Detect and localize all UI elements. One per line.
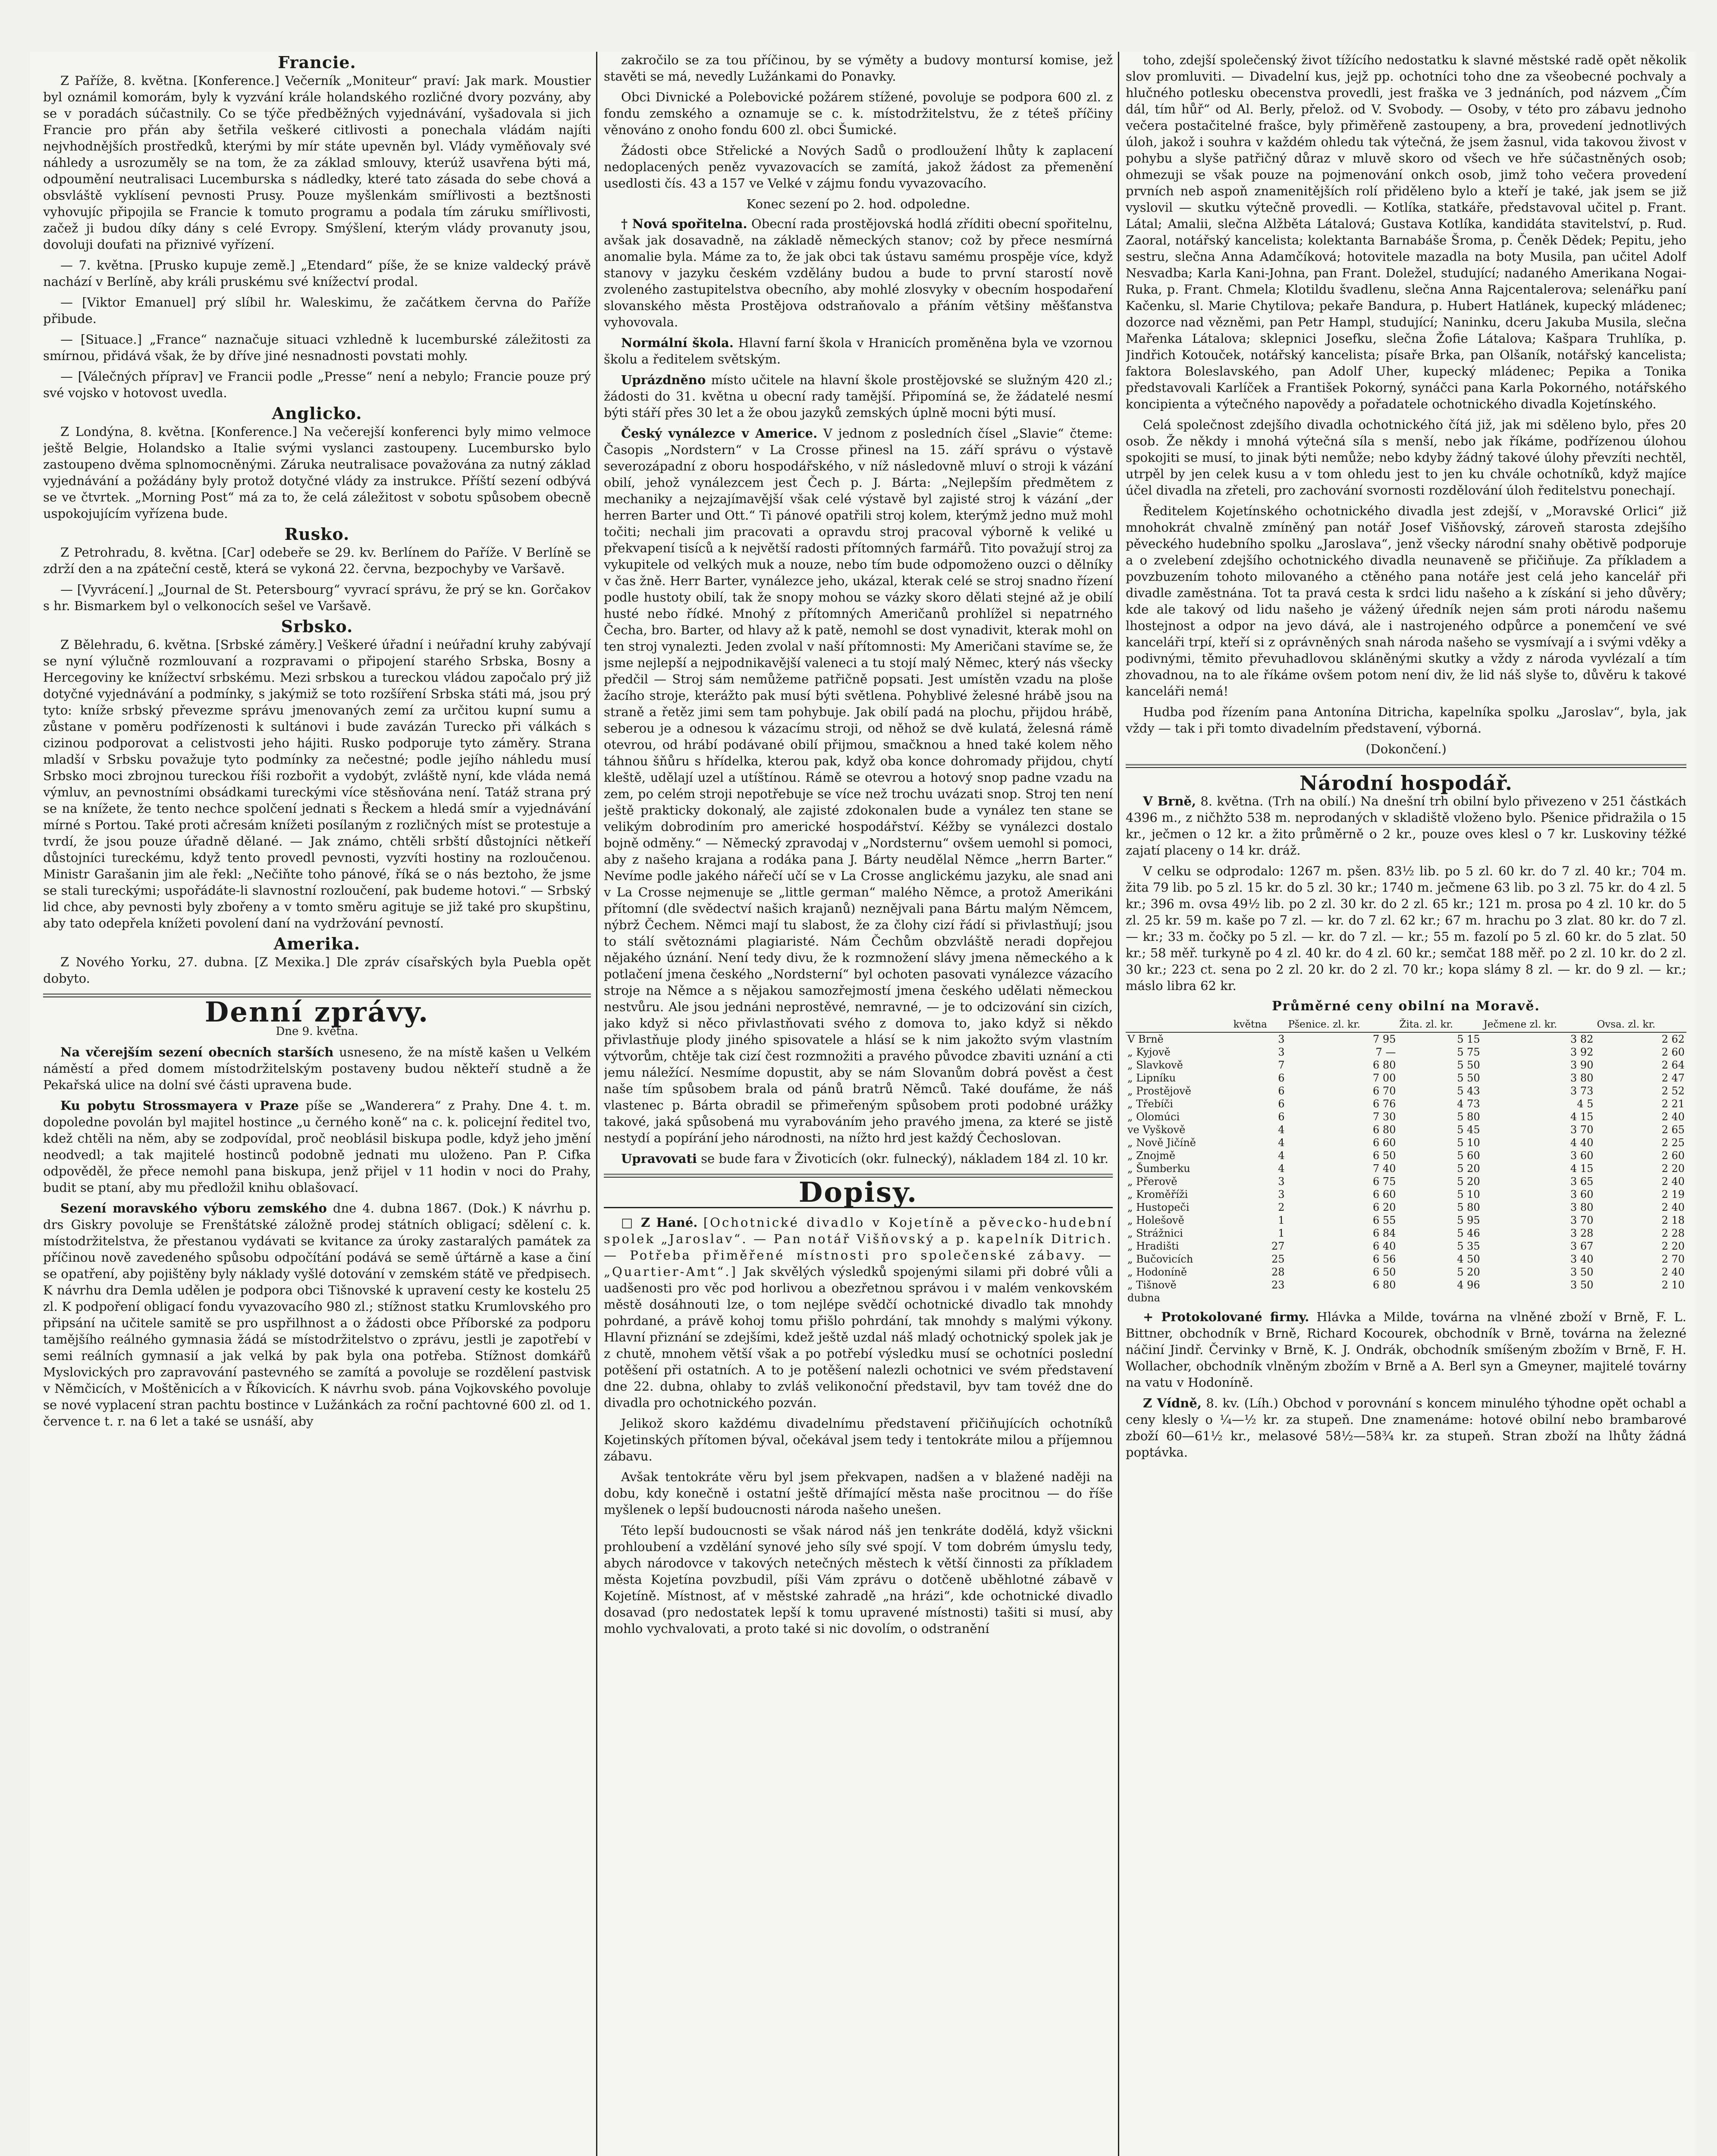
section-title-amerika: Amerika.	[273, 934, 361, 953]
table-cell-city: „ Slavkově	[1127, 1059, 1183, 1071]
article-lead: Sezení moravského výboru zemského	[60, 1201, 327, 1216]
section-title-rusko: Rusko.	[284, 524, 350, 544]
article: — [Válečných příprav] ve Francii podle „Presse“ není a nebylo; Francie pouze prý své vojsko v hotovost uvedla.	[43, 369, 591, 400]
table-row	[1126, 1253, 1686, 1266]
table-cell: 3 70	[1570, 1124, 1594, 1136]
table-cell: 6	[1278, 1072, 1285, 1084]
section-title-srbsko: Srbsko.	[281, 617, 353, 636]
table-cell: 5 80	[1457, 1111, 1480, 1123]
article	[1126, 1309, 1686, 1391]
table-row	[1126, 1162, 1686, 1175]
article-lead: + Protokolované firmy.	[1143, 1310, 1309, 1324]
article-body: 8. května. (Trh na obilí.) Na dnešní trh obilní bylo přivezeno v 251 částkách 4396 m., z ničhžto 538 m. neprodaných v skladiště vloženo bylo. Pšenice přidražila o 15 kr., ječmen o 12 kr. a žito průměrně o 2 kr., pouze oves klesl o 7 kr. Luskoviny téžké zajatí placeny o 14 kr. dráž.	[1126, 794, 1686, 858]
table-cell: 2 65	[1661, 1124, 1685, 1136]
newspaper-page	[30, 52, 1695, 2156]
table-cell: 3 50	[1570, 1266, 1594, 1278]
article: Z Paříže, 8. května. [Konference.] Večerník „Moniteur“ praví: Jak mark. Moustier byl oznámil komorám, byly k vyzvání krále holandského rozličné dvory pozvány, aby se v poradách súčastnily. Co se týče předběžných vyjednávání, vyšadovala si jich Francie pro přán aby šetřila veškeré citlivosti a ponechala vládám najíti nejvhodnějších prostředků, kterými by mír státe upevněn byl. Vlády vyměňovaly své náhledy a usrozuměly se na tom, že za základ smlouvy, kterúž usavřena býti má, odpoumění neutralisaci Lucemburska s nádledky, které tato zásada do sebe chová a obsvláště vyklísení pevnosti Prusy. Pouze myšlenkám smířlivosti a beztšnosti vyhovujíc připojila se Francie k tomuto programu a podala tím záruku smířlivosti, začež ji budou díky dány s celé Evropy. Smýšlení, kterým vlády provanuty jsou, dovoluji doufati na přiznivé vyřízení.	[43, 73, 591, 252]
table-cell: 3	[1278, 1033, 1285, 1045]
table-row	[1126, 1032, 1686, 1046]
article	[43, 1044, 591, 1093]
table-cell: 3 50	[1570, 1279, 1594, 1291]
article: — [Situace.] „France“ naznačuje situaci vzhledně k lucemburské záležitosti za smírnou, přidává však, že by dříve jiné nesnadnosti povstati mohly.	[43, 332, 591, 363]
column-3	[1126, 52, 1686, 2156]
table-cell-city: „ Znojmě	[1127, 1150, 1176, 1162]
table-cell: 2 47	[1661, 1072, 1685, 1084]
article-lead: Normální škola.	[621, 335, 734, 350]
article-body: Jak skvělých výsledků spojenými silami při dobré vůli a uadšenosti pro věc pod horlivou a obezřetnou správou i v malém venkovském městě dosáhnouti lze, o tom nejlépe svědčí ochotnické divadlo tak mnohdy pohrdané, a právě kohoj tomu přišlo pohrdání, tak mnohdy s malými výkony. Hlavní přiznání se zdejšími, kdež ještě uzdal náš mladý ochotnický spolek jak je z chutě, mnohem větší však a po potřebí výsledku musí se ochotníci poslední potěšení při ostatních. A to je potěšení nalezli ochotnici ve svém představení dne 22. dubna, ohlaby to zvláš velikonoční představil, byv tam tovéž dne do divadla pro ochotnického pozván.	[604, 1264, 1113, 1410]
article: zakročilo se za tou příčinou, by se výměty a budovy montursí komise, jež stavěti se má, nevedly Lužánkami do Ponavky.	[604, 53, 1113, 84]
table-header: května	[1232, 1017, 1287, 1032]
article-body: píše se „Wanderera“ z Prahy. Dne 4. t. m. dopoledne povolán byl majitel hostince „u černého koně“ na c. k. policejní ředitel tvo, kdež chtěli na něm, aby se zodpovídal, proč neoblásil biskupa podle, když jeho jmění neodvedl; a tak majitelé hostinců podobně jednati mu uloženo. Pan P. Cifka odpověděl, že přece nemohl pana biskupa, jenž přijel v 11 hodin v noci do Prahy, budit se ptaní, aby mu předložil knihu oblašovací.	[43, 1098, 591, 1195]
article: Z Londýna, 8. května. [Konference.] Na večerejší konferenci byly mimo velmoce ještě Belgie, Holandsko a Italie svými vyslanci zastoupeny. Lucembursko bylo zastoupeno dvěma splnomocněnými. Záruka neutralisace považována za nutný základ vyjednávání a požádány byly protož dotyčné vlády za instrukce. Příští sezení odbývá se ve čtvrtek. „Morning Post“ má za to, že celá záležitost v sobotu spůsobem obecně uspokojujícím vyřízena bude.	[43, 424, 591, 521]
table-cell: 5 50	[1457, 1072, 1480, 1084]
article: Této lepší budoucnosti se však národ náš jen tenkráte dodělá, když všickni prohloubení a vzdělání synové jeho síly své spojí. V tom dobrém úmyslu tedy, abych národovce v takových netečných městech k větší činnosti za příkladem města Kojetína povzbudil, píši Vám zprávu o dotčeně uběhlotné zábavě v Kojetíně. Místnost, ať v městské zahradě „na hrázi“, kde ochotnické divadlo dosavad (pro nedostatek lepší k tomu upravené místnosti) tašiti si musí, aby mohlo vychvalovati, a proto také si nic dovolím, o odstranění	[604, 1523, 1113, 1636]
table-cell: 2 62	[1661, 1033, 1685, 1045]
article-lead: Uprázdněno	[621, 373, 706, 387]
table-cell: 5 20	[1457, 1163, 1480, 1175]
section-title-anglicko: Anglicko.	[272, 404, 362, 423]
article-body: se bude fara v Životicích (okr. fulnecký), nákladem 184 zl. 10 kr.	[701, 1151, 1109, 1166]
table-row	[1126, 1291, 1686, 1304]
table-cell-city: „ Kroměříži	[1127, 1188, 1188, 1200]
table-cell: 6 50	[1373, 1150, 1396, 1162]
table-cell-city: „ Kyjově	[1127, 1046, 1171, 1058]
table-row	[1126, 1227, 1686, 1240]
table-cell: 3 60	[1570, 1188, 1594, 1200]
table-row	[1126, 1084, 1686, 1097]
article-body: usneseno, že na místě kašen u Velkém náměstí a před domem místodržitelským postaveny budou někteří studně a že Pekařská ulice na dolní své části upravena bude.	[43, 1045, 591, 1092]
article	[1126, 793, 1686, 859]
article: Z Petrohradu, 8. května. [Car] odebeře se 29. kv. Berlínem do Paříže. V Berlíně se zdrží den a na zpáteční cestě, která se vykoná 22. června, bezpochyby ve Varšavě.	[43, 545, 591, 576]
table-row	[1126, 1188, 1686, 1201]
table-cell: 5 60	[1457, 1150, 1480, 1162]
table-cell-city: „ Holešově	[1127, 1214, 1184, 1226]
table-cell: 2 21	[1661, 1098, 1685, 1110]
table-cell: 6 80	[1373, 1059, 1396, 1071]
table-cell: 5 50	[1457, 1059, 1480, 1071]
table-cell: 7 95	[1373, 1033, 1396, 1045]
table-cell: 4 15	[1570, 1163, 1594, 1175]
divider	[1126, 764, 1686, 768]
table-cell: 23	[1271, 1279, 1285, 1291]
table-cell: 2 70	[1661, 1253, 1685, 1265]
table-cell: 3	[1278, 1046, 1285, 1058]
table-cell: 6	[1278, 1098, 1285, 1110]
table-cell: 6 20	[1373, 1201, 1396, 1213]
table-header: Žita. zl. kr.	[1397, 1017, 1482, 1032]
article: Z Nového Yorku, 27. dubna. [Z Mexika.] Dle zpráv císařských byla Puebla opět dobyto.	[43, 955, 591, 986]
article-lead: Na včerejším sezení obecních starších	[60, 1045, 334, 1059]
table-cell: 5 35	[1457, 1240, 1480, 1252]
table-cell: 5 10	[1457, 1137, 1480, 1149]
article: Obci Divnické a Polebovické požárem stížené, povoluje se podpora 600 zl. z fondu zemského a oznamuje se c. k. místodržitelstvu, že z téteš příčiny věnováno z onoho fondu 600 zl. obci Šumické.	[604, 90, 1113, 137]
table-cell: 7 —	[1375, 1046, 1396, 1058]
table-cell: 4	[1278, 1137, 1285, 1149]
table-cell: 4	[1278, 1124, 1285, 1136]
table-cell: 2 25	[1661, 1137, 1685, 1149]
table-header	[1126, 1017, 1232, 1032]
table-cell: 5 95	[1457, 1214, 1480, 1226]
dateline: Dne 9. května.	[276, 1025, 358, 1038]
article	[43, 1097, 591, 1196]
table-row	[1126, 1279, 1686, 1291]
table-header: Ječmene zl. kr.	[1482, 1017, 1595, 1032]
table-cell: 5 80	[1457, 1201, 1480, 1213]
article-body: místo učitele na hlavní škole prostějovské se služným 420 zl.; žádosti do 31. května u obecní rady tamější. Připomíná se, že žádatelé nesmí býti stáří přes 30 let a že obou jazyků zemských úplně mocni býti musí.	[604, 373, 1113, 420]
article	[604, 216, 1113, 330]
table-cell: 6 80	[1373, 1124, 1396, 1136]
table-cell: 1	[1278, 1227, 1285, 1239]
table-cell: 5 75	[1457, 1046, 1480, 1058]
table-cell: 6	[1278, 1111, 1285, 1123]
table-cell-city: „ Strážnici	[1127, 1227, 1183, 1239]
table-cell: 4 5	[1577, 1098, 1594, 1110]
table-cell: 3 60	[1570, 1150, 1594, 1162]
table-cell: 2 60	[1661, 1046, 1685, 1058]
column-rule	[1118, 52, 1119, 2156]
table-cell: 4 96	[1457, 1279, 1480, 1291]
article-lead: Upravovati	[621, 1151, 697, 1166]
article: Jelikož skoro každému divadelnímu představení přičiňujících ochotníků Kojetinských přítomen býval, očekával jsem tedy i tentokráte milou a příjemnou zábavu.	[604, 1416, 1113, 1463]
table-cell: 6 60	[1373, 1137, 1396, 1149]
table-cell: 3 67	[1570, 1240, 1594, 1252]
table-cell: 4 40	[1570, 1137, 1594, 1149]
article: Z Bělehradu, 6. května. [Srbské záměry.] Veškeré úřadní i neúřadní kruhy zabývají se nyní výlučně rozmlouvaní a rozpravami o připojení starého Srbska, Bosny a Hercegoviny ke knížectví srbskému. Mezi srbskou a tureckou vládou započalo prý již dotyčné vyjednávání a podmínky, s jakýmiž se toto rozšíření Srbska státi má, jsou prý tyto: kníže srbský převezme správu jmenovaných zemí za určitou kupní sumu a zůstane v poměru podřízenosti k sultánovi i bude zavázán Turecko při válkách s cizinou podporovat a celistvosti jeho hájiti. Rusko podporuje tyto záměry. Strana mladší v Srbsku považuje tyto podmínky za nečestné; podle jejího náhledu musí Srbsko moci zbrojnou tureckou říši rozbořit a vydobýt, zvláště nyní, kde vláda nemá výmluv, an pevnostními obsádkami tureckými více stěsňována není. Tatáž strana prý se na knížete, že tento nechce spolčení jednati s Řeckem a hledá smír a vyjednávání mírné s Portou. Také proti ačresám knížeti posílaným z rozličných míst se protestuje a tvrdí, že jsou pouze úřadně dělané. — Jak známo, chtěli srbští důstojníci nětkeří důstojníci tureckému, když tento provedl pevnosti, vyzvíti hostiny na rozloučenou. Ministr Garašanin jim ale řekl: „Nečiňte toho pánové, říká se o nás beztoho, že jsme se stali tureckými; uspořádáte-li slavnostní rozloučení, pak budeme hotovi.“ — Srbský lid chce, aby pevnosti byly zbořeny a v tomto směru agituje se již také pro skupštinu, aby tato odepřela knížeti povolení daní na vydržování pevností.	[43, 637, 591, 931]
table-cell: 3 28	[1570, 1227, 1594, 1239]
table-cell: 25	[1271, 1253, 1285, 1265]
table-cell: 3 92	[1570, 1046, 1594, 1058]
table-cell: 5 45	[1457, 1124, 1480, 1136]
table-cell: 2 64	[1661, 1059, 1685, 1071]
article-body: 8. kv. (Líh.) Obchod v porovnání s koncem minulého týhodne opět ochabl a ceny klesly o ¼—½ kr. za stupeň. Dne znamenáme: hotové obilní nebo brambarové zboží 60—61½ kr., melasové 58½—58¾ kr. za stupeň. Stran zboží na lhůty žádná poptávka.	[1126, 1396, 1686, 1460]
table-cell-city: „ Lipníku	[1127, 1072, 1176, 1084]
table-header: Ovsa. zl. kr.	[1595, 1017, 1686, 1032]
table-cell-city: „ Šumberku	[1127, 1163, 1190, 1175]
table-cell-city: „ Prostějově	[1127, 1085, 1191, 1097]
article: Konec sezení po 2. hod. odpoledne.	[746, 197, 970, 211]
table-cell: 1	[1278, 1214, 1285, 1226]
table-row	[1126, 1059, 1686, 1072]
table-cell: 2 28	[1661, 1227, 1685, 1239]
table-cell: 3 65	[1570, 1175, 1594, 1188]
table-cell: 27	[1271, 1240, 1285, 1252]
table-cell-city: „ Nově Jičíně	[1127, 1137, 1196, 1149]
article-continuation: (Dokončení.)	[1365, 742, 1447, 756]
table-cell: 2 10	[1661, 1279, 1685, 1291]
table-cell: 3 40	[1570, 1253, 1594, 1265]
table-cell: 2 40	[1661, 1201, 1685, 1213]
article: Celá společnost zdejšího divadla ochotnického čítá již, jak mi sděleno bylo, přes 20 osob. Že někdy i mnohá výtečná síla s menší, nebo jak říkáme, podřízenou úlohou spokojiti se musí, to jinak býti nemůže; nebo kdyby žádný takové úlohy převzíti nechtěl, utrpěl by jen celek kusu a v tom ohledu jest to jen ku chvále ochotníků, když majíce účel divadla na zřeteli, pro zachování svornosti rozdělování úloh ředitelstvu ponechají.	[1126, 417, 1686, 498]
article: Avšak tentokráte věru byl jsem překvapen, nadšen a v blažené naději na dobu, kdy konečně i ostatní ještě dřímající města naše procitnou — do říše myšlenek o lepší budoucnosti národa našeho unešen.	[604, 1470, 1113, 1517]
table-cell: 2 20	[1661, 1163, 1685, 1175]
article-lead: Ku pobytu Strossmayera v Praze	[60, 1098, 299, 1113]
table-cell: 7 40	[1373, 1163, 1396, 1175]
article	[43, 1200, 591, 1429]
table-cell-city: „ Hodoníně	[1127, 1266, 1187, 1278]
article: — 7. května. [Prusko kupuje země.] „Etendard“ píše, že se knize valdecký právě nachází v Berlíně, aby králi pruskému své knížectví prodal.	[43, 258, 591, 289]
table-cell: 6 60	[1373, 1188, 1396, 1200]
table-cell: 6 50	[1373, 1266, 1396, 1278]
table-title: Průměrné ceny obilní na Moravě.	[1272, 999, 1540, 1014]
table-cell: 28	[1271, 1266, 1285, 1278]
article	[604, 335, 1113, 367]
article	[604, 1150, 1113, 1167]
article: V celku se odprodalo: 1267 m. pšen. 83½ lib. po 5 zl. 60 kr. do 7 zl. 40 kr.; 704 m. žita 79 lib. po 5 zl. 15 kr. do 5 zl. 30 kr.; 1740 m. ječmene 63 lib. po 3 zl. 75 kr. do 4 zl. 5 kr.; 396 m. ovsa 49½ lib. po 2 zl. 30 kr. do 2 zl. 65 kr.; 121 m. prosa po 4 zl. 10 kr. do 5 zl. 25 kr. 59 m. kaše po 7 zl. — kr. do 7 zl. 62 kr.; 67 m. hrachu po 3 zlat. 80 kr. do 7 zl. — kr.; 33 m. čočky po 5 zl. — kr. do 7 zl. — kr.; 55 m. fazolí po 5 zl. 60 kr. do 5 zlat. 50 kr.; 58 měř. turkyně po 4 zl. 40 kr. do 4 zl. 60 kr.; semčat 188 měř. po 2 zl. 10 kr. do 2 zl. 30 kr.; 223 ct. sena po 2 zl. 20 kr. do 2 zl. 70 kr.; kopa slámy 8 zl. — kr. do 9 zl. — kr.; máslo libra 62 kr.	[1126, 864, 1686, 993]
table-cell: 3 82	[1570, 1033, 1594, 1045]
table-cell: 7 00	[1373, 1072, 1396, 1084]
section-title-narodni-hospodar: Národní hospodář.	[1300, 771, 1513, 795]
article	[604, 1214, 1113, 1411]
table-cell: 6	[1278, 1085, 1285, 1097]
table-row	[1126, 1266, 1686, 1279]
column-1	[43, 52, 591, 2156]
table-cell: 2 19	[1661, 1188, 1685, 1200]
article-body: K návrhu p. drs Giskry povoluje se Frenštátské záložně prodej státních obligací; sdělení c. k. místodržitelstva, že přestanou vydávati se kvitance za úroky zastaralých památek za příčinou nově zavedeného spůsobu odpočítání podává se semě úřtárně a kase a činí se opatření, aby pojištěny byly náklady vyšlé dotování v zemském státě ve předpisech. K návrhu dra Demla udělen je podpora obci Tišnovské k upravení cesty ke kostelu 25 zl. K podpoření obligací fondu vyvazovacího 980 zl.; stížnost statku Krumlovského pro připsání na učitele samitě se pro uspřilhnost a o žádosti obce Příborské za podporu tamějšího reálného gymnasia žádá se místodržitelstvo o zprávu, jestli je zapotřebí v semi reálních gymnasií a jak velká by pak byla ona potřeba. Stížnost domkářů Myslovických pro zapravování pastevného se zamítá a povoluje se rozdělení pastvisk v Němčicích, v Moštěnicích a v Říkovicích. K návrhu svob. pána Vojkovského povoluje se nové vyplacení stran pachtu bostince v Lužánkách za roční pachtovné 600 zl. od 1. července t. r. na 6 let a také se usnáší, aby	[43, 1201, 591, 1429]
table-cell: 5 10	[1457, 1188, 1480, 1200]
table-cell: 6 84	[1373, 1227, 1396, 1239]
article: Hudba pod řízením pana Antonína Ditricha, kapelníka spolku „Jaroslav“, byla, jak vždy — tak i při tomto divadelním představení, výborná.	[1126, 705, 1686, 736]
article-date: dne 4. dubna 1867. (Dok.)	[333, 1201, 507, 1216]
table-cell: 6 76	[1373, 1098, 1396, 1110]
article: Ředitelem Kojetínského ochotnického divadla jest zdejší, v „Moravské Orlici“ již mnohokrát chvalně zmíněný pan notář Josef Višňovský, zároveň starosta zdejšího pěveckého hudebního spolku „Jaroslava“, jenž všecky národní snahy obětivě podporuje a o zvelebení zdejšího ochotnického divadla neunaveně se přičiňuje. Za příkladem a povzbuzením tohoto milovaného a ctěného pana notáře jest celá jeho kancelář při divadle zaměstnána. Tot ta pravá cesta k srdci lidu našeho a k získání si jeho důvěry; kde ale takový od lidu našeho je vážený úředník nejen sám proti národu našemu lhostejnost a odpor na jevo dává, ale i nastrojeného odpůrce a ponemčení ve své kanceláři trpí, kteří si z oprávněných snah národa našeho se vysmívají a i svými vděky a podivnými, těmito převuhadlovou skláněnými skutky a vždy z národa vyvlézalí a tím zhovadnou, na to ale říkáme ovšem potom není div, že lid náš slyše to, důvěru k takové kanceláři nemá!	[1126, 504, 1686, 699]
table-cell: 4 50	[1457, 1253, 1480, 1265]
table-cell: 3	[1278, 1175, 1285, 1188]
table-cell-city: „ Tišnově	[1127, 1279, 1177, 1291]
table-cell-city: „ Třebíči	[1127, 1098, 1173, 1110]
table-cell: 4 15	[1570, 1111, 1594, 1123]
table-cell-city: „ Přerově	[1127, 1175, 1177, 1188]
table-row	[1126, 1175, 1686, 1188]
table-cell: 4	[1278, 1163, 1285, 1175]
table-row	[1126, 1214, 1686, 1227]
table-cell: 6 55	[1373, 1214, 1396, 1226]
article	[1126, 1395, 1686, 1460]
table-cell: 6 70	[1373, 1085, 1396, 1097]
table-row	[1126, 1110, 1686, 1123]
article-body: V jednom z posledních čísel „Slavie“ čteme: Časopis „Nordstern“ v La Crosse přinesl na 15. září správu o výstavě severozápadní z oboru hospodářského, v níž následovně mluví o stroji k vázání obilí, jehož vynálezcem jest Čech p. J. Bárta: „Nejlepším předmětem z mechaniky a nejzajímavější však celé výstavě byl zajisté stroj k vázání „der herren Barter und Ott.“ Ti pánové opatřili stroj kolem, kterýmž jedno muž mohl točiti; nechali jim pracovati a opravdu stroj pracoval výborně k veliké u překvapení tisíců a k největší radosti přítomných farmářů. Tito považují stroj za vykupitele od velkých muk a nouze, nebo tím bude odpomoženo ouzci o dělníky v čas žně. Herr Barter, vynálezce jeho, ukázal, kterak celé se stroj snadno řízení podle hustoty obilí, tak že snopy mohou se vázky skoro dělati stejné až je obilí husté nebo řídké. Mnohý z přítomných Američanů prohlížel si nepatrného Čecha, bro. Barter, od hlavy až k patě, nemohl se dost vynadivit, kterak mohl on ten stroj vynalezti. Jeden zvolal v naší přítomnosti: My Američani stavíme se, že jsme nejlepší a nejpodnikavější valeneci a tu stojí malý Němec, který nás všecky předčil — Stroj sám nemůžeme patřičně popsati. Jest umístěn vzadu na ploše žacího stroje, kterážto pak musí býti světlena. Pohyblivé želesné hrábě jsou na straně a řetěz jimi sem tam pohybuje. Jak obilí padá na plochu, přijdou hrábě, seberou je a odnesou k vázacímu stroji, od něhož se dvě kulatá, želesná rámě otevrou, od hrábí podávané obilí přijmou, smačknou a hned také kolem něho táhnou šňůru s hřídelka, kterou pak, když oba konce dohromady přijdou, chytí kleště, udělají uzel a utíštínou. Rámě se otevrou a hotový snop padne vzadu na zem, po celém stroji nepotřebuje se více než trochu uvázati snop. Stroj ten není ještě prakticky dokonalý, ale zajisté zdokonalen bude a vynález ten stane se velikým dobrodiním pro americké hospodářství. Kéžby se vynálezci dostalo bojně odměny.“ — Německý zpravodaj v „Nordsternu“ ovšem uemohl si pomoci, aby z našeho krajana a rodáka pana J. Bárty neudělal Němce „herrn Barter.“ Nevíme podle jakého nářečí učí se v La Crosse anglickému jazyku, ale snad ani v La Crosse nejmenuje se „little german“ malého Němce, a protož Amerikáni přítomní (dle svědectví našich krajanů) neznějvali pana Bártu malým Němcem, nýbrž Čechem. Němci mají tu slabost, že za člohy cizí řádí si přivlastňují; jsou to stálí světoznámi plagiaristé. Nám Čechům obzvláště neradi dopřejou nějakého úznání. Není tedy divu, že k rozmnožení slávy jmena německého a k potlačení jmena českého „Nordsterní“ byl ochoten pasovati vynálezce vázacího stroje na Němce a s nějakou samozřejmostí jmena českého udělati německou nestvůru. Ale jsou jednáni neprostěvé, nemravné, — je to odcizování sin cizích, jako když si něco přivlastňovati svého z domova to, jako když si někdo přivlastňuje plody jiného spisovatele a hlásí se k nim jakožto svým vlastním výtvorům, chtěje tak cizí čest rozmnožiti a pravého původce zbaviti uznání a cti jemu náležící. Nesmíme dopustit, aby se nám Slovanům dobrá pověst a čest naše tím spůsobem brala od pánů bratrů Němců. Také doufáme, že náš vlastenec p. Bárta obradil se přimeřeným spůsobem proti podobné urážky takové, jaká spůsobená mu vyrabováním jeho pravého jmena, za které se jistě nestydí a popírání jeho národnosti, na nížto hrd jest každý Čechoslovan.	[604, 426, 1113, 1145]
article	[604, 425, 1113, 1146]
table-cell: 5 43	[1457, 1085, 1480, 1097]
section-title-francie: Francie.	[278, 53, 356, 72]
article-body: Hlavní farní škola v Hranicích proměněna byla ve vzornou školu a ředitelem světským.	[604, 335, 1113, 367]
article-lead: † Nová spořitelna.	[621, 216, 747, 231]
table-row	[1126, 1136, 1686, 1149]
table-row	[1126, 1240, 1686, 1253]
article-subhead: [Ochotnické divadlo v Kojetíně a pěvecko-hudební spolek „Jaroslav“. — Pan notář Višňovský a p. kapelník Ditrich. — Potřeba přiměřené místnosti pro společenské zábavy. — „Quartier-Amt“.]	[604, 1215, 1113, 1279]
table-row	[1126, 1072, 1686, 1084]
table-cell: 2	[1278, 1201, 1285, 1213]
table-cell: 2 60	[1661, 1150, 1685, 1162]
table-cell: 2 40	[1661, 1111, 1685, 1123]
table-cell: 2 20	[1661, 1240, 1685, 1252]
table-cell: 6 75	[1373, 1175, 1396, 1188]
table-cell: 7 30	[1373, 1111, 1396, 1123]
column-2	[604, 52, 1113, 2156]
article: — [Viktor Emanuel] prý slíbil hr. Waleskimu, že začátkem června do Paříže přibude.	[43, 295, 591, 326]
table-cell-city: ve Vyškově	[1127, 1124, 1186, 1136]
table-cell: 6 56	[1373, 1253, 1396, 1265]
table-cell: 6 40	[1373, 1240, 1396, 1252]
table-cell: 3 90	[1570, 1059, 1594, 1071]
article-lead: Z Vídně,	[1143, 1396, 1202, 1410]
table-row	[1126, 1123, 1686, 1136]
table-cell: 2 40	[1661, 1175, 1685, 1188]
table-cell: 3	[1278, 1188, 1285, 1200]
table-cell: 3 73	[1570, 1085, 1594, 1097]
table-cell: 7	[1278, 1059, 1285, 1071]
table-cell-city: „ Olomúci	[1127, 1111, 1180, 1123]
article-lead: V Brně,	[1143, 794, 1196, 808]
table-row	[1126, 1149, 1686, 1162]
table-cell: 2 18	[1661, 1214, 1685, 1226]
table-header: Pšenice. zl. kr.	[1287, 1017, 1398, 1032]
table-cell: 2 40	[1661, 1266, 1685, 1278]
article-body: Hlávka a Milde, továrna na vlněné zboží v Brně, F. L. Bittner, obchodník v Brně, Richard Kocourek, obchodník v Brně, továrna na železné náčiní Jindř. Červinky v Brně, K. J. Ondrák, obchodník smíšeným zbožím v Brně, F. H. Wollacher, obchodník vlněným zbožím v Brně a A. Berl syn a Gmeyner, majitelé továrny na vatu v Hodoníně.	[1126, 1310, 1686, 1390]
table-cell-city: V Brně	[1127, 1033, 1164, 1045]
table-cell: 5 20	[1457, 1266, 1480, 1278]
table-cell-city: „ Hradišti	[1127, 1240, 1179, 1252]
table-cell: 5 15	[1457, 1033, 1480, 1045]
table-cell: 6 80	[1373, 1279, 1396, 1291]
table-row	[1126, 1201, 1686, 1214]
article-body: Obecní rada prostějovská hodlá zříditi obecní spořitelnu, avšak jak dosavadně, na základě německých stanov; což by přece nesmírná anomalie byla. Máme za to, že jak obci tak ústavu samému prospěje více, když stanovy v jazyku českém vzdělány budou a bude to první starostí nově zvoleného zastupitelstva obecního, aby mohlé zlosvyky v obecním hospodaření slovanského města Prostějova odstraňovalo a přáním většiny měšťanstva vyhovovala.	[604, 216, 1113, 329]
table-cell: 3 80	[1570, 1201, 1594, 1213]
table-note: dubna	[1127, 1292, 1160, 1304]
article-lead: Český vynálezce v Americe.	[621, 426, 818, 441]
article: Žádosti obce Střelické a Nových Sadů o prodloužení lhůty k zaplacení nedoplacených peněz vyvazovacích se zamítá, jakož žádost za přemenění usedlosti čís. 43 a 157 ve Velké v zájmu fondu vyvazovacího.	[604, 143, 1113, 191]
article: — [Vyvrácení.] „Journal de St. Petersbourg“ vyvrací správu, že prý se kn. Gorčakov s hr. Bismarkem byl o velkonocích sešel ve Varšavě.	[43, 582, 591, 613]
table-cell: 3 70	[1570, 1214, 1594, 1226]
table-cell-city: „ Hustopeči	[1127, 1201, 1190, 1213]
table-cell: 4 73	[1457, 1098, 1480, 1110]
article-lead: □ Z Hané.	[621, 1215, 698, 1230]
section-title-dopisy: Dopisy.	[798, 1176, 918, 1209]
table-cell: 3 80	[1570, 1072, 1594, 1084]
table-cell: 2 52	[1661, 1085, 1685, 1097]
table-row	[1126, 1046, 1686, 1059]
grain-price-table	[1126, 1017, 1686, 1304]
article: toho, zdejší společenský život tížícího nedostatku k slavné městské radě opět několik slov promluviti. — Divadelní kus, jejž pp. ochotníci toho dne za všeobecné pochvaly a hlučného potlesku obecenstva provedli, jest fraška ve 3 jednáních, pod názvem „Čím dál, tím hůř“ od Al. Berly, přelož. od V. Svobody. — Osoby, v této pro zábavu jednoho večera postačitelné frašce, byly přiměřeně zastoupeny, a bra, provedení jednotlivých úloh, jakož i souhra v každém ohledu tak výtečná, že jsem žasnul, vida takovou živost v pohybu a slyše patřičný důraz v mluvě skoro od všech ve hře súčastněných osob; ohmezuji se však pouze na pojmenování onkch osob, jimž toho večera provedení prvních neb aspoň znamenitějších rolí přiděleno bylo a kteří je také, jak jsem se již vyslovil — skutku výtečně provedli. — Kotlíka, statkáře, představoval učitel p. Frant. Látal; Amalii, slečna Alžběta Látalová; Gustava Kotlíka, kandidáta stavitelství, p. Rud. Zaoral, notářský kancelista; kolektanta Barnabáše Šroma, p. Čeněk Dědek; Pepitu, jeho sestru, slečna Anna Adamčíková; hotovitele mazadla na boty Musila, pan učitel Adolf Nesvadba; Karla Kani-Johna, pan Frant. Doležel, studující; nadaného Amerikana Nogai-Ruka, p. Frant. Chmela; Klotildu švadlenu, slečna Anna Rajcentalerova; selenářku paní Kačenku, sl. Marie Chytilova; pekaře Bandura, p. Hubert Hatlánek, kupecký mládenec; dozorce nad vězněmi, pan Petr Hampl, studující; Naninku, dceru Jakuba Musila, slečna Mařenka Látalova; sklepnici Josefku, slečna Žofie Látalova; Kašpara Truhlíka, p. Jindřich Kotouček, notářský kancelista; písaře Brka, pan Olšaník, notářský kancelista; faktora Boleslavského, pan Adolf Uher, kupecký mládenec; Pepika a Tonika představovali Karlíček a František Pokorný, synáčci pana Karla Pokorného, notářského koncipienta a výtečného napovědy a pořadatele ochotnického divadla Kojetínského.	[1126, 53, 1686, 411]
table-cell-city: „ Bučovicích	[1127, 1253, 1193, 1265]
article	[604, 372, 1113, 421]
table-cell: 5 20	[1457, 1175, 1480, 1188]
column-rule	[596, 52, 597, 2156]
section-title-denni-zpravy: Denní zprávy.	[204, 996, 430, 1028]
table-cell: 5 46	[1457, 1227, 1480, 1239]
table-row	[1126, 1097, 1686, 1110]
table-cell: 4	[1278, 1150, 1285, 1162]
